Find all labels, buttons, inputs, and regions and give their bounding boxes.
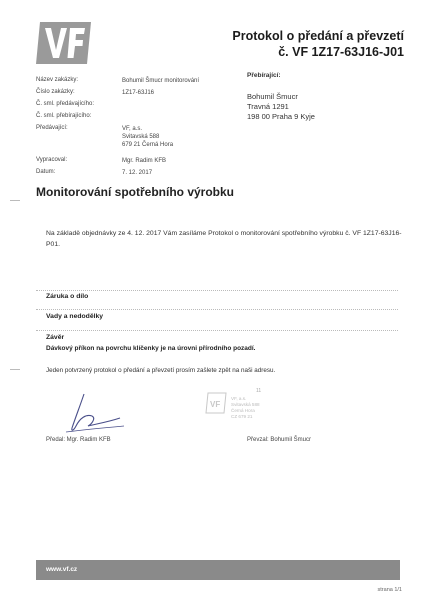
handover-line: VF, a.s. (122, 126, 143, 132)
stamp-number: 11 (256, 388, 262, 394)
conclusion-text: Dávkový příkon na povrchu klíčenky je na úrovni přírodního pozadí. (46, 345, 256, 352)
info-label: Vypracoval: (36, 157, 68, 163)
margin-mark (10, 200, 20, 201)
info-label: Předávající: (36, 125, 68, 131)
info-value: Mgr. Radim KFB (122, 158, 167, 164)
stamp-line: VF, a.s. (231, 396, 247, 401)
info-label: Číslo zakázky: (36, 89, 75, 95)
heading-conclusion: Závěr (46, 334, 65, 341)
handwritten-signature (62, 392, 132, 436)
stamp-logo-icon (205, 392, 227, 414)
handover-line: Svitavská 588 (122, 134, 160, 140)
handover-line: 679 21 Černá Hora (122, 142, 174, 148)
info-value-handover (122, 125, 173, 149)
info-label: Č. sml. předávajícího: (36, 101, 95, 107)
section-title: Monitorování spotřebního výrobku (36, 185, 235, 199)
info-value: 7. 12. 2017 (122, 170, 153, 176)
taken-over-by: Převzal: Bohumil Šmucr (247, 437, 312, 443)
margin-mark (10, 369, 20, 370)
stamp-line: Černá Hora (231, 408, 255, 413)
recipient-label: Přebírající: (247, 72, 281, 79)
document-title (232, 28, 404, 60)
separator (36, 290, 398, 291)
info-value: 1Z17-63J16 (122, 90, 155, 96)
recipient-name: Bohumil Šmucr (247, 92, 298, 101)
recipient-street: Travná 1291 (247, 102, 289, 111)
outro-text: Jeden potvrzený protokol o předání a převzetí prosím zašlete zpět na naši adresu. (46, 367, 276, 374)
svg-text:VF: VF (210, 400, 221, 409)
separator (36, 330, 398, 331)
heading-warranty: Záruka o dílo (46, 293, 89, 300)
company-stamp (205, 388, 275, 430)
handed-over-by: Předal: Mgr. Radim KFB (46, 437, 111, 443)
recipient-city: 198 00 Praha 9 Kyje (247, 112, 315, 121)
title-line-1: Protokol o předání a převzetí (232, 29, 404, 43)
recipient-address (247, 92, 315, 122)
title-line-2: č. VF 1Z17-63J16-J01 (278, 45, 404, 59)
page-number: strana 1/1 (377, 587, 402, 593)
stamp-line: CZ 679 21 (231, 414, 253, 419)
footer-bar (36, 560, 400, 580)
info-label: Datum: (36, 169, 56, 175)
footer-url[interactable]: www.vf.cz (46, 566, 78, 573)
info-label: Název zakázky: (36, 77, 79, 83)
info-value: Bohumil Šmucr monitorování (122, 78, 200, 84)
stamp-line: Svitavská 588 (231, 402, 260, 407)
heading-defects: Vady a nedodělky (46, 313, 104, 320)
vf-logo (36, 22, 91, 64)
separator (36, 309, 398, 310)
intro-paragraph: Na základě objednávky ze 4. 12. 2017 Vám zasíláme Protokol o monitorování spotřebního výrobku č. VF 1Z17-63J16-P01. (46, 230, 402, 248)
info-label: Č. sml. přebírajícího: (36, 113, 92, 119)
stamp-text (231, 396, 260, 420)
